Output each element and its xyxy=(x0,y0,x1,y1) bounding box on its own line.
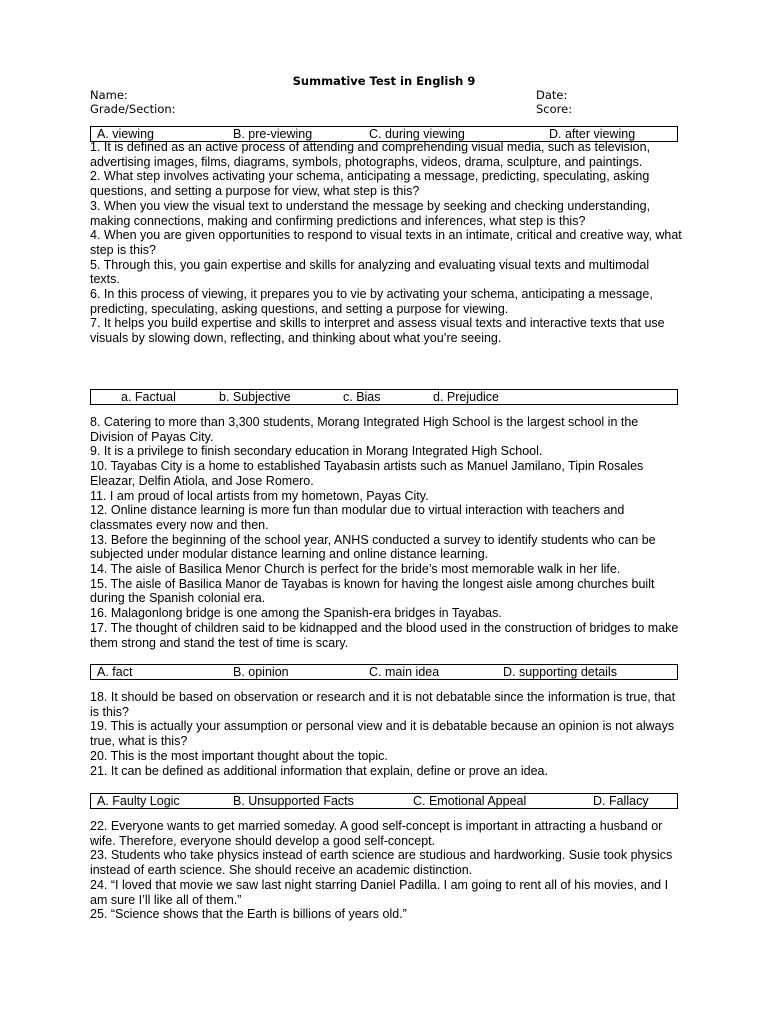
question-item: 21. It can be defined as additional information that explain, define or prove an idea. xyxy=(90,763,548,778)
question-item: 5. Through this, you gain expertise and skills for analyzing and evaluating visual texts and multimodal texts. xyxy=(90,257,650,287)
choice-b: B. opinion xyxy=(233,665,289,679)
question-group-4 xyxy=(90,819,682,922)
question-item: 4. When you are given opportunities to respond to visual texts in an intimate, critical and creative way, what step is this? xyxy=(90,228,682,257)
page-title: Summative Test in English 9 xyxy=(292,74,476,88)
name-label: Name: xyxy=(90,88,128,102)
choice-b: B. pre-viewing xyxy=(233,127,313,141)
question-item: 8. Catering to more than 3,300 students, Morang Integrated High School is the largest school in the Division of Payas City. xyxy=(90,415,639,444)
score-label: Score: xyxy=(536,102,573,116)
question-item: 25. “Science shows that the Earth is billions of years old.” xyxy=(90,907,407,922)
choice-d: d. Prejudice xyxy=(433,390,500,404)
choice-a: a. Factual xyxy=(121,390,176,404)
question-item: 15. The aisle of Basilica Manor de Tayabas is known for having the longest aisle among churches built during the Spanish colonial era. xyxy=(90,576,655,606)
question-item: 24. “I loved that movie we saw last night starring Daniel Padilla. I am going to rent all of his movies, and I am sure I’ll like all of them.” xyxy=(90,877,669,907)
choice-d: D. Fallacy xyxy=(593,794,649,808)
question-item: 22. Everyone wants to get married someday. A good self-concept is important in attracting a husband or wife. Therefore, everyone should develop a good self-concept. xyxy=(90,819,663,848)
choice-c: C. during viewing xyxy=(369,127,465,141)
choices-box-3 xyxy=(90,664,678,680)
question-item: 6. In this process of viewing, it prepares you to vie by activating your schema, anticipating a message, predicting, speculating, asking questions, and setting a purpose for viewing. xyxy=(90,287,653,316)
choice-c: C. Emotional Appeal xyxy=(413,794,527,808)
choice-c: c. Bias xyxy=(343,390,381,404)
grade-section-label: Grade/Section: xyxy=(90,102,176,116)
question-group-3 xyxy=(90,690,682,778)
choice-c: C. main idea xyxy=(369,665,440,679)
question-item: 10. Tayabas City is a home to established Tayabasin artists such as Manuel Jamilano, Tipin Rosales Eleazar, Delfin Atiola, and Jose Romero. xyxy=(90,459,644,488)
choice-b: b. Subjective xyxy=(219,390,291,404)
choice-d: D. after viewing xyxy=(549,127,636,141)
choice-a: A. Faulty Logic xyxy=(97,794,180,808)
question-item: 2. What step involves activating your schema, anticipating a message, predicting, speculating, asking questions, and setting a purpose for view, what step is this? xyxy=(90,169,650,199)
date-label: Date: xyxy=(536,88,568,102)
question-item: 13. Before the beginning of the school year, ANHS conducted a survey to identify students who can be subjected under modular distance learning and online distance learning. xyxy=(90,532,656,562)
choices-box-4 xyxy=(90,793,678,809)
question-item: 7. It helps you build expertise and skills to interpret and assess visual texts and interactive texts that use visuals by slowing down, reflecting, and thinking about what you’re seeing. xyxy=(90,316,665,346)
choice-d: D. supporting details xyxy=(503,665,617,679)
question-item: 12. Online distance learning is more fun than modular due to virtual interaction with teachers and classmates every now and then. xyxy=(90,503,625,532)
question-item: 1. It is defined as an active process of attending and comprehending visual media, such as television, advertising images, films, diagrams, symbols, photographs, videos, drama, sculpture, and paintings. xyxy=(90,140,651,169)
question-group-1 xyxy=(90,140,682,346)
question-item: 14. The aisle of Basilica Menor Church is perfect for the bride’s most memorable walk in her life. xyxy=(90,562,621,577)
question-item: 3. When you view the visual text to understand the message by seeking and checking understanding, making connections, making and confirming predictions and inferences, what step is this? xyxy=(90,198,651,228)
choice-a: A. viewing xyxy=(97,127,154,141)
question-item: 11. I am proud of local artists from my hometown, Payas City. xyxy=(90,488,429,503)
choice-b: B. Unsupported Facts xyxy=(233,794,354,808)
question-item: 23. Students who take physics instead of earth science are studious and hardworking. Susie took physics instead of earth science. She should receive an academic distinction. xyxy=(90,848,673,878)
choice-a: A. fact xyxy=(97,665,133,679)
question-item: 17. The thought of children said to be kidnapped and the blood used in the construction of bridges to make them strong and stand the test of time is scary. xyxy=(90,620,679,650)
choices-box-2 xyxy=(90,389,678,405)
question-item: 20. This is the most important thought about the topic. xyxy=(90,748,388,763)
question-item: 16. Malagonlong bridge is one among the Spanish-era bridges in Tayabas. xyxy=(90,606,502,621)
question-group-2 xyxy=(90,415,682,650)
question-item: 19. This is actually your assumption or personal view and it is debatable because an opinion is not always true, what is this? xyxy=(90,719,675,749)
question-item: 18. It should be based on observation or research and it is not debatable since the information is true, that is this? xyxy=(90,690,676,719)
question-item: 9. It is a privilege to finish secondary education in Morang Integrated High School. xyxy=(90,444,543,459)
